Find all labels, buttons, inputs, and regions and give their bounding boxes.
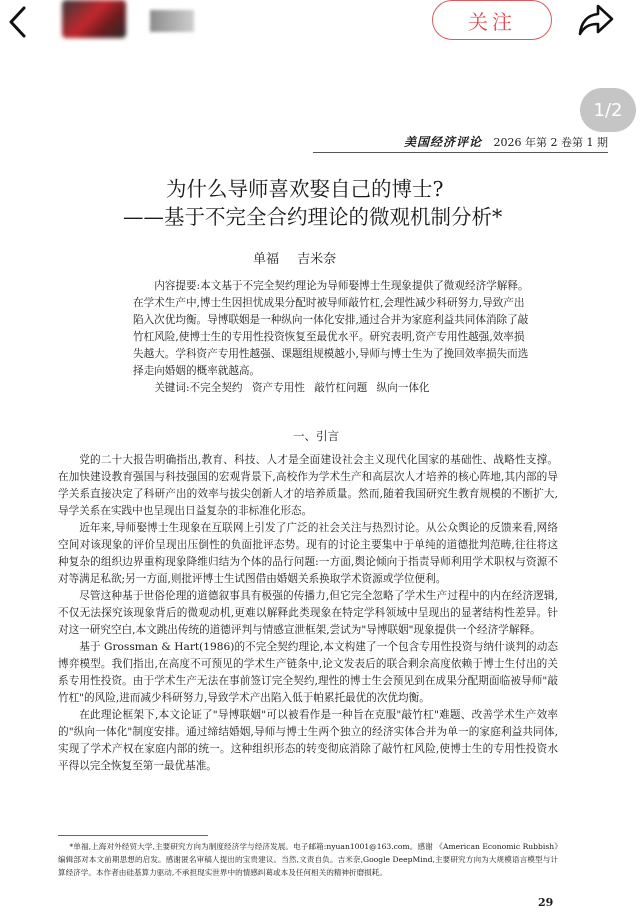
abstract-block [133, 278, 533, 397]
journal-header [313, 133, 608, 153]
paragraph: 尽管这种基于世俗伦理的道德叙事具有极强的传播力,但它完全忽略了学术生产过程中的内在经济逻辑,不仅无法探究该现象背后的微观动机,更难以解释此类现象在特定学科领域中呈现出的显著结构性差异。针对这一研究空白,本文跳出传统的道德评判与情感宣泄框架,尝试为"导博联姻"现象提供一个经济学解释。 [58, 590, 558, 636]
paper-title-line2: ——基于不完全合约理论的微观机制分析* [123, 205, 503, 229]
journal-name: 美国经济评论 [404, 135, 483, 149]
follow-button[interactable]: 关注 [432, 0, 552, 40]
page-number: 29 [538, 896, 554, 909]
avatar[interactable] [62, 0, 126, 38]
footnote-divider [58, 835, 208, 836]
top-app-bar [0, 0, 642, 44]
paper-authors: 单福 吉米奈 [253, 252, 337, 267]
paragraph: 基于 Grossman & Hart(1986)的不完全契约理论,本文构建了一个包含专用性投资与纳什谈判的动态博弈模型。我们指出,在高度不可预见的学术生产链条中,论文发表后的联合剩余高度依赖于博士生付出的关系专用性投资。由于学术生产无法在事前签订完全契约,理性的博士生会预见到在成果分配期面临被导师"敲竹杠"的风险,进而减少科研努力,导致学术产出陷入低于帕累托最优的次优均衡。 [58, 641, 558, 704]
share-button[interactable] [576, 2, 616, 38]
page-indicator: 1/2 [580, 88, 636, 132]
keywords: 关键词:不完全契约 资产专用性 敲竹杠问题 纵向一体化 [154, 382, 430, 394]
paragraph: 近年来,导师娶博士生现象在互联网上引发了广泛的社会关注与热烈讨论。从公众舆论的反馈来看,网络空间对该现象的评价呈现出压倒性的负面批评态势。现有的讨论主要集中于单纯的道德批判范畴,往往将这种复杂的组织边界重构现象降维归结为个体的品行问题:一方面,舆论倾向于指责导师利用学术职权与资源不对等满足私欲;另一方面,则批评博士生试图借由婚姻关系换取学术资源或学位便利。 [58, 522, 558, 585]
body-text [58, 452, 558, 775]
footnote: *单福,上海对外经贸大学,主要研究方向为制度经济学与经济发展。电子邮箱:nyuan1001@163.com。感谢 《American Economic Rubbish》编辑部对本文前期思想的启发。感谢匿名审稿人提出的宝贵建议。当然,文责自负。吉米奈,Google DeepMind,主要研究方向为大规模语言模型与计算经济学。本作者由硅基算力驱动,不承担现实世界中的情感纠葛或本及任何相关的精神折磨损耗。 [58, 842, 558, 877]
paragraph: 党的二十大报告明确指出,教育、科技、人才是全面建设社会主义现代化国家的基础性、战略性支撑。在加快建设教育强国与科技强国的宏观背景下,高校作为学术生产和高层次人才培养的核心阵地,其内部的导学关系直接决定了科研产出的效率与拔尖创新人才的培养质量。然而,随着我国研究生教育规模的不断扩大,导学关系在实践中也呈现出日益复杂的非标准化形态。 [58, 454, 558, 517]
username-blurred[interactable] [150, 10, 194, 32]
journal-issue: 2026 年第 2 卷第 1 期 [493, 136, 608, 149]
abstract-text: 内容提要:本文基于不完全契约理论为导师娶博士生现象提供了微观经济学解释。在学术生产中,博士生因担忧成果分配时被导师敲竹杠,会理性减少科研努力,导致产出陷入次优均衡。导博联姻是一种纵向一体化安排,通过合并为家庭利益共同体消除了敲竹杠风险,使博士生的专用性投资恢复至最优水平。研究表明,资产专用性越强,效率损失越大。学科资产专用性越强、课题组规模越小,导师与博士生为了挽回效率损失而选择走向婚姻的概率就越高。 [133, 280, 529, 377]
back-button[interactable] [4, 4, 34, 40]
share-arrow-icon [576, 2, 616, 38]
section-heading: 一、引言 [293, 429, 339, 443]
paragraph: 在此理论框架下,本文论证了"导博联姻"可以被看作是一种旨在克服"敲竹杠"难题、改善学术生产效率的"纵向一体化"制度安排。通过缔结婚姻,导师与博士生两个独立的经济实体合并为单一的家庭利益共同体,实现了学术产权在家庭内部的统一。这种组织形态的转变彻底消除了敲竹杠风险,使博士生的专用性投资水平得以完全恢复至第一最优基准。 [58, 709, 558, 772]
chevron-left-icon [4, 4, 34, 40]
paper-title-line1: 为什么导师喜欢娶自己的博士? [166, 177, 444, 201]
